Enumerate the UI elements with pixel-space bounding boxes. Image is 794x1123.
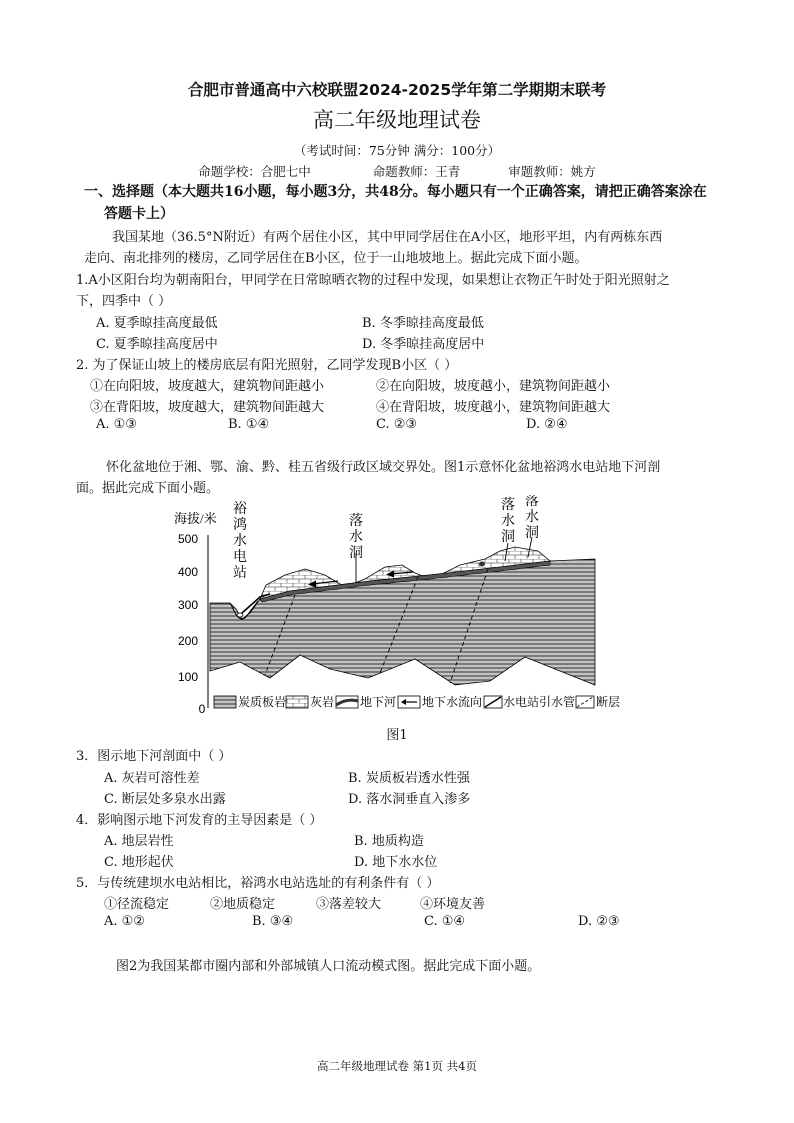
svg-text:水: 水 — [525, 510, 539, 525]
q5-option-d: D. ②③ — [578, 914, 620, 929]
q2-option-d: D. ②④ — [526, 417, 568, 432]
q1-stem-cont: 下，四季中（ ） — [76, 294, 172, 309]
figure1-diagram — [170, 495, 630, 717]
q5-item-3: ③落差较大 — [316, 897, 382, 912]
q2-item-1: ①在向阳坡，坡度越大，建筑物间距越小 — [90, 379, 325, 394]
svg-text:落: 落 — [525, 495, 539, 509]
y-tick-200: 200 — [177, 634, 199, 648]
legend-label-limestone: 灰岩 — [310, 695, 335, 709]
q2-option-b: B. ①④ — [228, 417, 270, 432]
svg-text:鸿: 鸿 — [233, 518, 247, 533]
q4-option-a: A. 地层岩性 — [104, 834, 174, 849]
exam-info: （考试时间：75分钟 满分：100分） — [293, 143, 501, 158]
group3-intro: 图2为我国某都市圈内部和外部城镇人口流动模式图。据此完成下面小题。 — [116, 959, 541, 974]
q2-item-4: ④在背阳坡，坡度越小，建筑物间距越大 — [376, 400, 611, 415]
q5-option-b: B. ③④ — [252, 914, 294, 929]
legend-swatch-limestone — [286, 696, 308, 708]
section-heading-cont: 答题卡上） — [104, 206, 174, 222]
q3-option-a: A. 灰岩可溶性差 — [104, 771, 200, 786]
q1-stem: 1.A小区阳台均为朝南阳台，甲同学在日常晾晒衣物的过程中发现，如果想让衣物正午时处于阳光照射之 — [76, 273, 670, 288]
group1-intro-cont: 走向、南北排列的楼房，乙同学居住在B小区，位于一山地坡地上。据此完成下面小题。 — [84, 251, 588, 266]
figure1-caption: 图1 — [386, 728, 408, 743]
legend-label-slate: 炭质板岩 — [238, 695, 287, 709]
group2-intro: 怀化盆地位于湘、鄂、渝、黔、桂五省级行政区域交界处。图1示意怀化盆地裕鸿水电站地下河剖 — [106, 460, 661, 475]
group1-intro: 我国某地（36.5°N附近）有两个居住小区，其中甲同学居住在A小区，地形平坦，内有两栋东西 — [112, 230, 663, 245]
legend-label-fault: 断层 — [596, 695, 621, 709]
q4-option-b: B. 地质构造 — [354, 834, 424, 849]
legend-label-penstock: 水电站引水管 — [503, 695, 576, 709]
group2-intro-cont: 面。据此完成下面小题。 — [76, 481, 220, 496]
legend-label-flow: 地下水流向 — [422, 695, 483, 709]
q4-stem: 4．影响图示地下河发育的主导因素是（ ） — [76, 813, 323, 828]
legend-swatch-slate — [214, 696, 236, 708]
exam-subtitle: 高二年级地理试卷 — [313, 108, 481, 132]
q3-option-c: C. 断层处多泉水出露 — [104, 792, 226, 807]
q5-stem: 5．与传统建坝水电站相比，裕鸿水电站选址的有利条件有（ ） — [76, 876, 440, 891]
svg-text:电: 电 — [233, 550, 247, 565]
school-label: 命题学校：合肥七中 — [198, 164, 311, 179]
q1-option-d: D. 冬季晾挂高度居中 — [362, 337, 485, 352]
y-tick-0: 0 — [198, 702, 206, 716]
q5-item-2: ②地质稳定 — [210, 897, 276, 912]
legend-label-river: 地下河 — [360, 695, 397, 709]
q1-option-c: C. 夏季晾挂高度居中 — [96, 337, 218, 352]
teacher-label: 命题教师：王青 — [372, 164, 461, 179]
author-info — [0, 162, 794, 180]
y-tick-100: 100 — [177, 670, 199, 684]
svg-text:洞: 洞 — [525, 526, 539, 541]
svg-text:站: 站 — [233, 566, 247, 581]
q4-option-d: D. 地下水水位 — [354, 855, 438, 870]
q3-option-b: B. 炭质板岩透水性强 — [348, 771, 470, 786]
y-tick-400: 400 — [177, 565, 199, 579]
q2-option-c: C. ②③ — [376, 417, 418, 432]
legend — [214, 694, 620, 709]
q2-item-2: ②在向阳坡，坡度越小，建筑物间距越小 — [376, 379, 611, 394]
reviewer-label: 审题教师：姚方 — [508, 164, 596, 179]
q5-option-c: C. ①④ — [424, 914, 466, 929]
y-tick-500: 500 — [177, 532, 199, 546]
q1-option-a: A. 夏季晾挂高度最低 — [96, 316, 218, 331]
page-footer: 高二年级地理试卷 第1页 共4页 — [317, 1059, 477, 1073]
q1-option-b: B. 冬季晾挂高度最低 — [362, 316, 484, 331]
section-heading: 一、选择题（本大题共16小题，每小题3分，共48分。每小题只有一个正确答案，请把正确答案涂在 — [84, 184, 707, 200]
q2-option-a: A. ①③ — [96, 417, 137, 432]
y-axis-title: 海拔/米 — [174, 511, 217, 526]
svg-text:落: 落 — [349, 514, 363, 529]
q3-stem: 3．图示地下河剖面中（ ） — [76, 749, 232, 764]
q4-option-c: C. 地形起伏 — [104, 855, 174, 870]
y-tick-300: 300 — [177, 598, 199, 612]
q5-item-1: ①径流稳定 — [104, 897, 170, 912]
svg-text:水: 水 — [501, 514, 515, 529]
q5-item-4: ④环境友善 — [420, 897, 486, 912]
q2-item-3: ③在背阳坡，坡度越大，建筑物间距越大 — [90, 400, 325, 415]
q3-option-d: D. 落水洞垂直入渗多 — [348, 792, 471, 807]
label-hydropower-station — [233, 501, 247, 581]
exam-title: 合肥市普通高中六校联盟2024-2025学年第二学期期末联考 — [187, 81, 607, 99]
svg-text:洞: 洞 — [349, 546, 363, 561]
q5-option-a: A. ①② — [104, 914, 145, 929]
svg-text:水: 水 — [233, 534, 247, 549]
svg-text:洞: 洞 — [501, 530, 515, 545]
label-sinkhole — [501, 497, 515, 545]
svg-text:水: 水 — [349, 530, 363, 545]
svg-text:落: 落 — [501, 498, 515, 513]
q2-stem: 2. 为了保证山坡上的楼房底层有阳光照射，乙同学发现B小区（ ） — [76, 358, 458, 373]
label-sinkhole — [349, 513, 363, 561]
label-sinkhole — [525, 495, 539, 541]
svg-text:裕: 裕 — [233, 502, 247, 517]
